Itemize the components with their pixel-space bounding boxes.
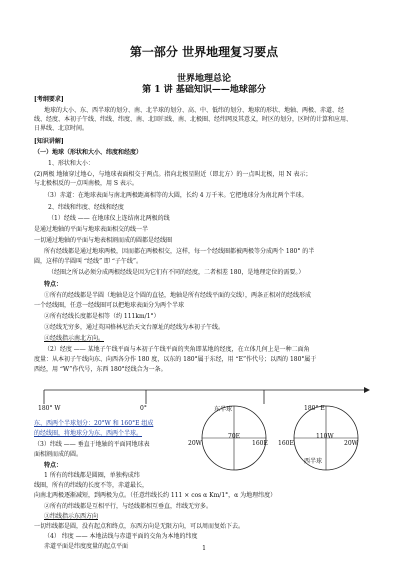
feature-line: 一个经线圈，任意一经线圈可以把地球表面分为两个半球 <box>34 302 185 309</box>
axis-arrow-right <box>364 387 370 393</box>
feature-line: ①所有的经线都是半圆（地轴是这个圆的直径，地轴是所有经线平面的交线），两条正相对的经线形成 <box>44 292 312 299</box>
latitude-text: （3）纬线 —— 垂直于地轴的平面同地球表 <box>34 441 150 448</box>
section-subtitle: 世界地理总论 <box>176 74 231 84</box>
latitude-text: 面相割而成的圆。 <box>34 451 83 458</box>
knowledge-heading: [知识讲解] <box>34 138 64 145</box>
exam-text-line: 线、经度、本初子午线、纬线、纬度、南、北回归线、南、北极圈、经纬网及其意义，时区的划分，区时的计算和应用、 <box>34 116 353 123</box>
paragraph-line: (2)两极 地轴穿过地心，与地球表面相交于两点。指向北极星附近（即北方）的一点叫北极，用 N 表示； <box>34 171 312 178</box>
paragraph-line: 是通过地轴的平面与地球表面相交的线一半 <box>34 226 149 233</box>
lecture-title: 第 1 讲 基础知识——地球部分 <box>142 85 266 95</box>
latitude-feature-line: 1 所有的纬线都是圆圈，单独构成纬 <box>44 472 140 479</box>
feature-line: ③经线无穷多，通过英国格林尼治天文台原址的经线为本初子午线。 <box>44 324 225 331</box>
features-heading-2: 特点： <box>44 462 63 469</box>
globe-label: 160E <box>278 440 294 447</box>
paragraph-line: （1）经线 —— 在地球仪上连结南北两极的线 <box>48 215 170 222</box>
axis-label-zero: 0° <box>140 405 147 412</box>
latitude-degree-line: （4） 纬度 —— 本地法线与赤道平面的交角为本地的纬度 <box>44 533 198 540</box>
paragraph-line: （3）赤道：在地球表面与南北两极距离相等的大圆，长约 4 万千米。它把地球分为南北两个半球。 <box>44 192 308 199</box>
globe-label: 20W <box>188 440 202 447</box>
latitude-feature-line: ③纬线指示东西方向 <box>44 513 99 520</box>
globe-label: 20W <box>344 440 358 447</box>
latitude-feature-line: 一切纬线都是圆，没有起点和终点，东西方向是无限方向，可以周而复始下去。 <box>34 523 245 530</box>
feature-line: ④经线指示南北方向。 <box>44 335 105 342</box>
hemisphere-text: 东、西两个半球划分：20°W 和 160°E 组成 <box>34 420 154 427</box>
paragraph-line: 1、形状和大小： <box>48 160 94 167</box>
globe-label: 160E <box>252 440 268 447</box>
west-hemisphere-label: 西半球 <box>304 458 323 465</box>
earth-heading: （一）地球（形状和大小、纬度和经度） <box>34 149 143 156</box>
hemisphere-diagram <box>188 404 374 474</box>
globe-label: 110W <box>316 433 334 440</box>
axis-label-east: 180° E <box>304 405 325 412</box>
page-number: 1 <box>202 545 206 552</box>
axis-label-west: 180° W <box>38 405 61 412</box>
exam-text-line: 地球的大小、东、西半球的划分、南、北半球的划分、高、中、低纬的划分、地球的形状、地轴、两极、赤道、经 <box>44 107 345 114</box>
paragraph-line: （经圈之所以必须分成两根经线是因为它们有不同的经度，二者相差 180，是地理定位的需要。） <box>48 269 305 276</box>
feature-line: （2）经度 —— 某地子午线平面与本初子午线平面的夹角即某地的经度，在立体几何上是一种二面角 <box>44 346 310 353</box>
paragraph-line: 圆，这样的半圆叫 “经线” 即 “子午线”。 <box>34 258 142 265</box>
globe-label: 70E <box>228 433 241 440</box>
paragraph-line: 所有经线都是通过地球两极，因而都在两极相交，这样，每一个经线圈都被两极等分成两个 180° 的半 <box>44 248 315 255</box>
latitude-feature-line: ②所有的纬线都是互相平行，与经线都相互垂直，纬线无穷多。 <box>44 503 213 510</box>
paragraph-line: 与北极相反的一点叫南极，用 S 表示。 <box>34 180 138 187</box>
latitude-degree-line: 赤道平面是纬度度量的起点平面 <box>44 543 129 550</box>
exam-heading: [考纲要求] <box>34 96 64 103</box>
east-hemisphere-label: 东半球 <box>214 406 233 413</box>
page-title: 第一部分 世界地理复习要点 <box>129 45 279 59</box>
feature-line: ②所有经线长度都是相等（约 111km/1°） <box>44 313 160 320</box>
paragraph-line: 2、纬线和纬度、经线和经度 <box>48 204 124 211</box>
paragraph-line: 一切通过地轴的平面与地表相割而成的圆都是经线圈 <box>34 237 173 244</box>
hemisphere-text: 的经线圈，将地球分为东、西两个半球。 <box>34 430 143 437</box>
latitude-feature-line: 向南北两极逐渐减短，到两极为点。（任意纬线长约 111 × cos α Km/1°，α 为地理纬度） <box>34 492 277 499</box>
longitude-axis <box>34 376 374 406</box>
latitude-feature-line: 线圈，所有的纬线的长度不等，赤道最长， <box>34 482 149 489</box>
feature-line: 度量：从本初子午线向东、向西各分作 180 度，以东的 180°属于东经，用 “E”作代号；以西的 180°属于 <box>34 356 317 363</box>
exam-text-line: 日界线、北京时间。 <box>34 125 89 132</box>
features-heading: 特点： <box>44 281 63 288</box>
feature-line: 西经，用 “W”作代号，东西 180°经线合为一条。 <box>34 366 167 373</box>
